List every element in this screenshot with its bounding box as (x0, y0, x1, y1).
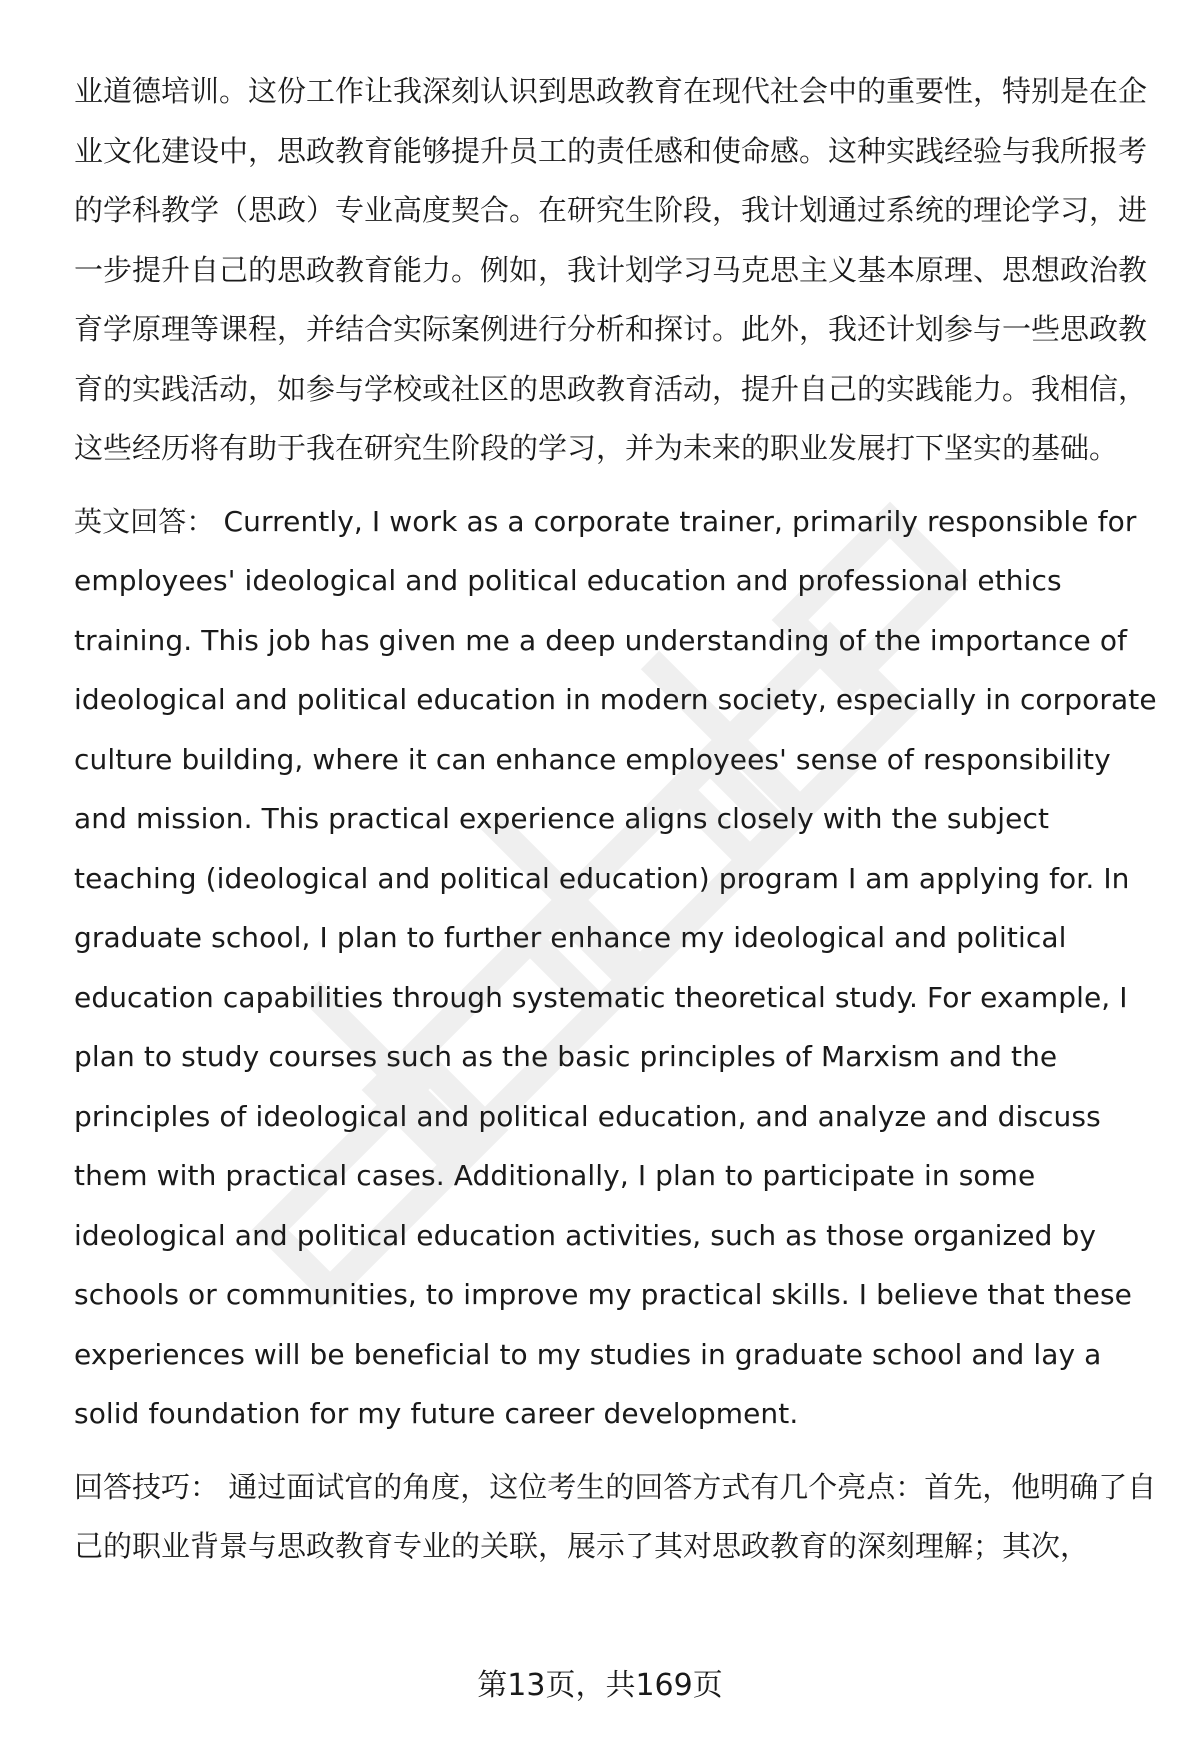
english-answer-paragraph (74, 492, 1164, 1444)
chinese-answer-continuation: 业道德培训。这份工作让我深刻认识到思政教育在现代社会中的重要性，特别是在企业文化建设中，思政教育能够提升员工的责任感和使命感。这种实践经验与我所报考的学科教学（思政）专业高度契合。在研究生阶段，我计划通过系统的理论学习，进一步提升自己的思政教育能力。例如，我计划学习马克思主义基本原理、思想政治教育学原理等课程，并结合实际案例进行分析和探讨。此外，我还计划参与一些思政教育的实践活动，如参与学校或社区的思政教育活动，提升自己的实践能力。我相信，这些经历将有助于我在研究生阶段的学习，并为未来的职业发展打下坚实的基础。 (74, 74, 1148, 465)
english-answer-label: 英文回答： (74, 504, 215, 538)
page-number: 第13页，共169页 (477, 1668, 723, 1703)
answer-tips-text: 通过面试官的角度，这位考生的回答方式有几个亮点：首先，他明确了自己的职业背景与思政教育专业的关联，展示了其对思政教育的深刻理解；其次， (74, 1469, 1157, 1563)
document-body (74, 62, 1164, 1577)
answer-tips-paragraph (74, 1458, 1164, 1577)
english-answer-text: Currently, I work as a corporate trainer, primarily responsible for employees' ideological and political education and professional ethics training. This job has given me a deep understanding of the importance of ideological and political education in modern society, especially in corporate culture building, where it can enhance employees' sense of responsibility and mission. This practical experience aligns closely with the subject teaching (ideological and political education) program I am applying for. In graduate school, I plan to further enhance my ideological and political education capabilities through systematic theoretical study. For example, I plan to study courses such as the basic principles of Marxism and the principles of ideological and political education, and analyze and discuss them with practical cases. Additionally, I plan to participate in some ideological and political education activities, such as those organized by schools or communities, to improve my practical skills. I believe that these experiences will be beneficial to my studies in graduate school and lay a solid foundation for my future career development. (74, 504, 1157, 1430)
answer-tips-label: 回答技巧： (74, 1469, 220, 1504)
